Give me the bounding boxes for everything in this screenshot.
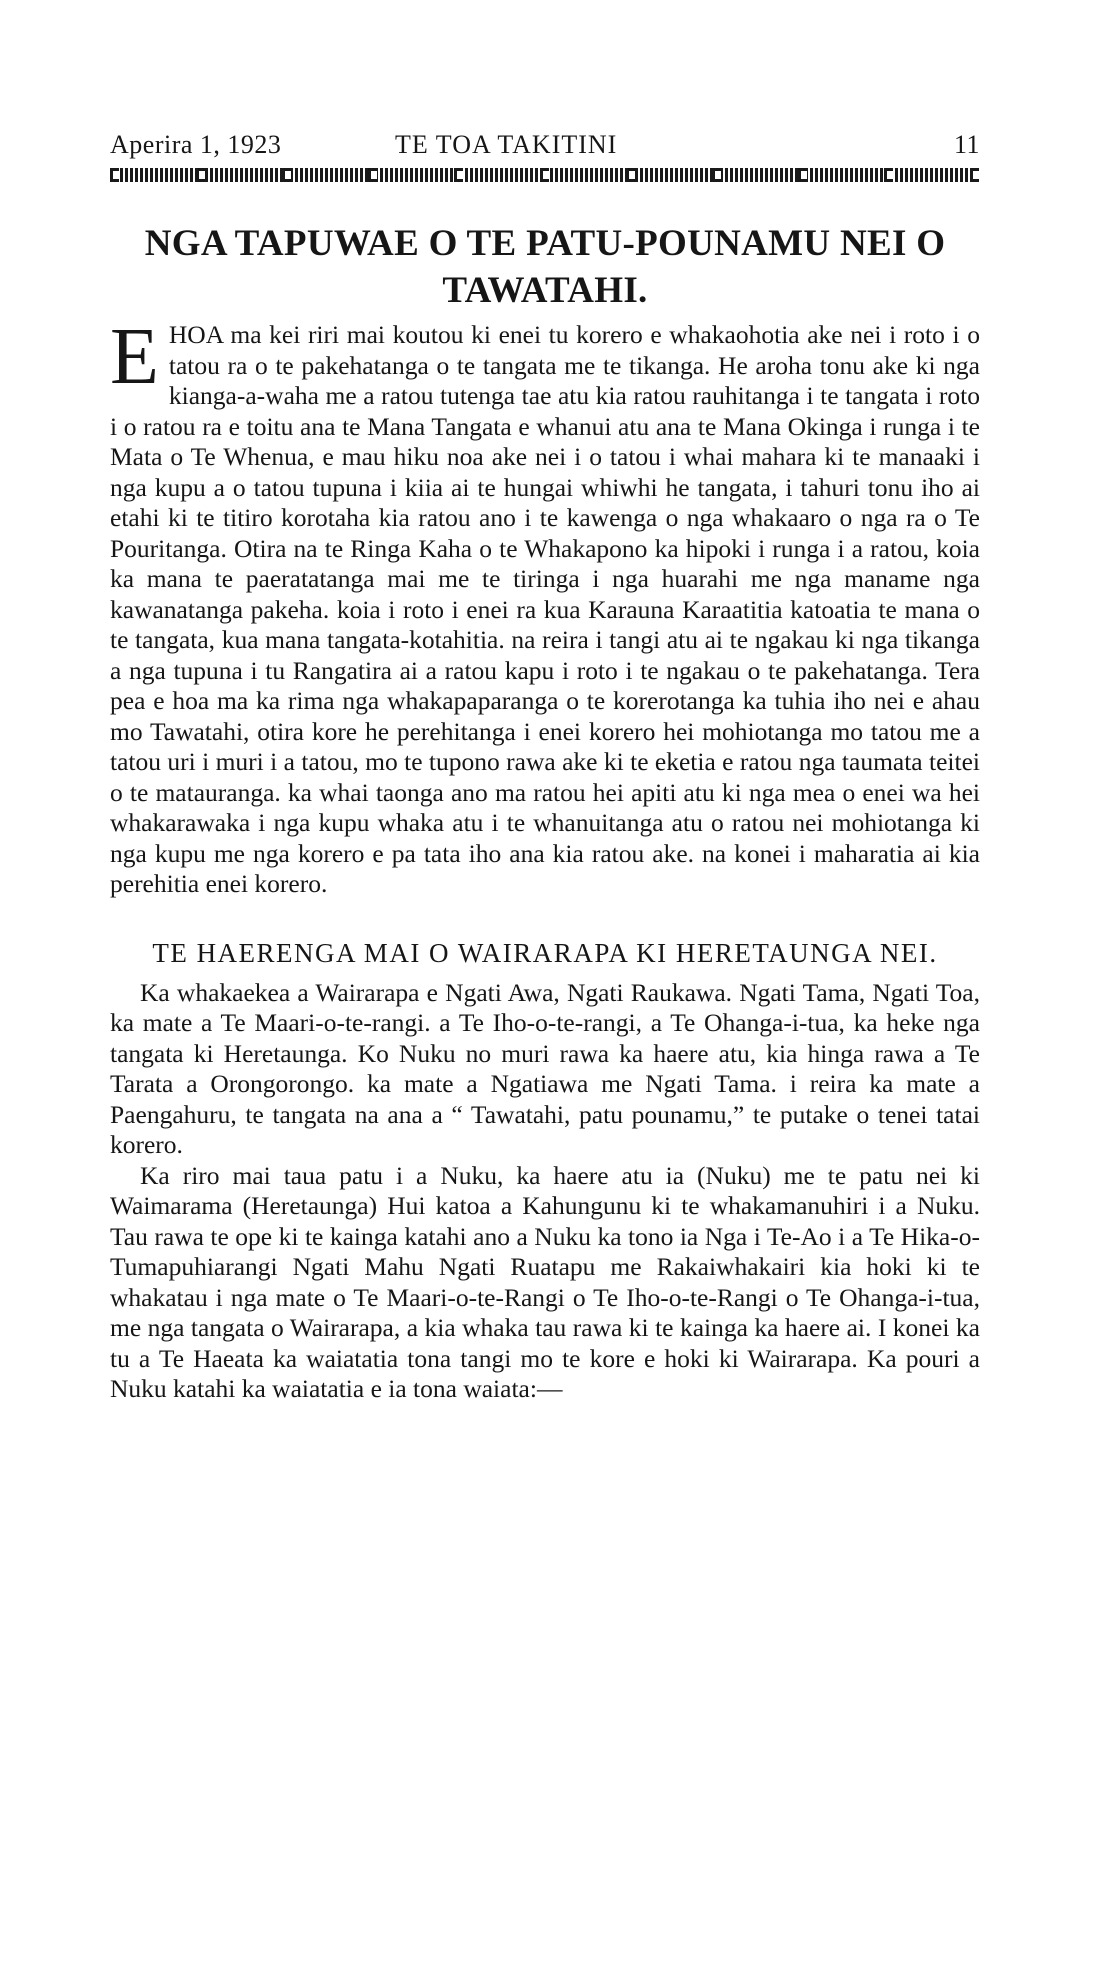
- section-paragraph-2: Ka riro mai taua patu i a Nuku, ka haere atu ia (Nuku) me te patu nei ki Waimarama (Heretaunga) Hui katoa a Kahungunu ki te whakamanuhiri i a Nuku. Tau rawa te ope ki te kainga katahi ano a Nuku ka tono ia Nga i Te-Ao i a Te Hika-o-Tumapuhiarangi Ngati Mahu Ngati Ruatapu me Rakaiwhakairi kia hoki ki te whakatau i nga mate o Te Maari-o-te-Rangi o Te Iho-o-te-Rangi o Te Ohanga-i-tua, me nga tangata o Wairarapa, a kia whaka tau rawa ki te kainga ka haere ai. I konei ka tu a Te Haeata ka waiatatia tona tangi mo te kore e hoki ki Wairarapa. Ka pouri a Nuku katahi ka waiatatia e ia tona waiata:—: [110, 1160, 980, 1403]
- publication-title: TE TOA TAKITINI: [395, 130, 618, 159]
- section-paragraph-1: Ka whakaekea a Wairarapa e Ngati Awa, Ngati Raukawa. Ngati Tama, Ngati Toa, ka mate a Te Maari-o-te-rangi. a Te Iho-o-te-rangi, a Te Ohanga-i-tua, ka heke nga tangata ki Heretaunga. Ko Nuku no muri rawa ka haere atu, kia hinga rawa a Te Tarata a Orongorongo. ka mate a Ngatiawa me Ngati Tama. i reira ka mate a Paengahuru, te tangata na ana a “ Tawatahi, patu pounamu,” te putake o tenei tatai korero.: [110, 977, 980, 1159]
- document-page: [110, 130, 980, 1405]
- intro-paragraph: [110, 313, 980, 900]
- page-number: 11: [953, 130, 980, 159]
- article-title: NGA TAPUWAE O TE PATU-POUNAMU NEI O TAWATAHI.: [144, 223, 946, 311]
- decorative-border: [110, 168, 980, 182]
- drop-cap: E: [110, 313, 159, 401]
- intro-paragraph-text: HOA ma kei riri mai koutou ki enei tu korero e whakaohotia ake nei i roto i o tatou ra o te pakehatanga o te tangata me te tikanga. He aroha tonu ake ki nga kianga-a-waha me a ratou tutenga tae atu kia ratou rauhitanga i te tangata i roto i o ratou ra e toitu ana te Mana Tangata e whanui atu ana te Mana Okinga i runga i te Mata o Te Whenua, e mau hiku noa ake nei i o tatou i whai mahara ki te manaaki i nga kupu a o tatou tupuna i kiia ai te hungai whiwhi he tangata, i tahuri tonu iho ai etahi ki te titiro korotaha kia ratou ano i te kawenga o nga whakaaro o nga ra o Te Pouritanga. Otira na te Ringa Kaha o te Whakapono ka hipoki i runga i a ratou, koia ka mana te paeratatanga mai me te tiringa i nga huarahi me nga maname nga kawanatanga pakeha. koia i roto i enei ra kua Karauna Karaatitia katoatia te mana o te tangata, kua mana tangata-kotahitia. na reira i tangi atu ai te ngakau ki nga tikanga a nga tupuna i tu Rangatira ai a ratou kapu i roto i te ngakau o te pakehatanga. Tera pea e hoa ma ka rima nga whakapaparanga o te korerotanga ka tuhia iho nei e ahau mo Tawatahi, otira kore he perehitanga i enei korero hei mohiotanga mo tatou me a tatou uri i muri i a tatou, mo te tupono rawa ake ki te eketia e ratou nga taumata teitei o te matauranga. ka whai taonga ano ma ratou hei apiti atu ki nga mea o enei wa hei whakarawaka i nga kupu whaka atu i te whanuitanga atu o ratou nei mohiotanga ki nga kupu me nga korero e pa tata iho ana kia ratou ake. na konei i maharatia ai kia perehitia enei korero.: [110, 320, 980, 898]
- running-header: [110, 130, 980, 164]
- section-title: TE HAERENGA MAI O WAIRARAPA KI HERETAUNGA NEI.: [152, 937, 938, 968]
- issue-date: Aperira 1, 1923: [110, 130, 282, 159]
